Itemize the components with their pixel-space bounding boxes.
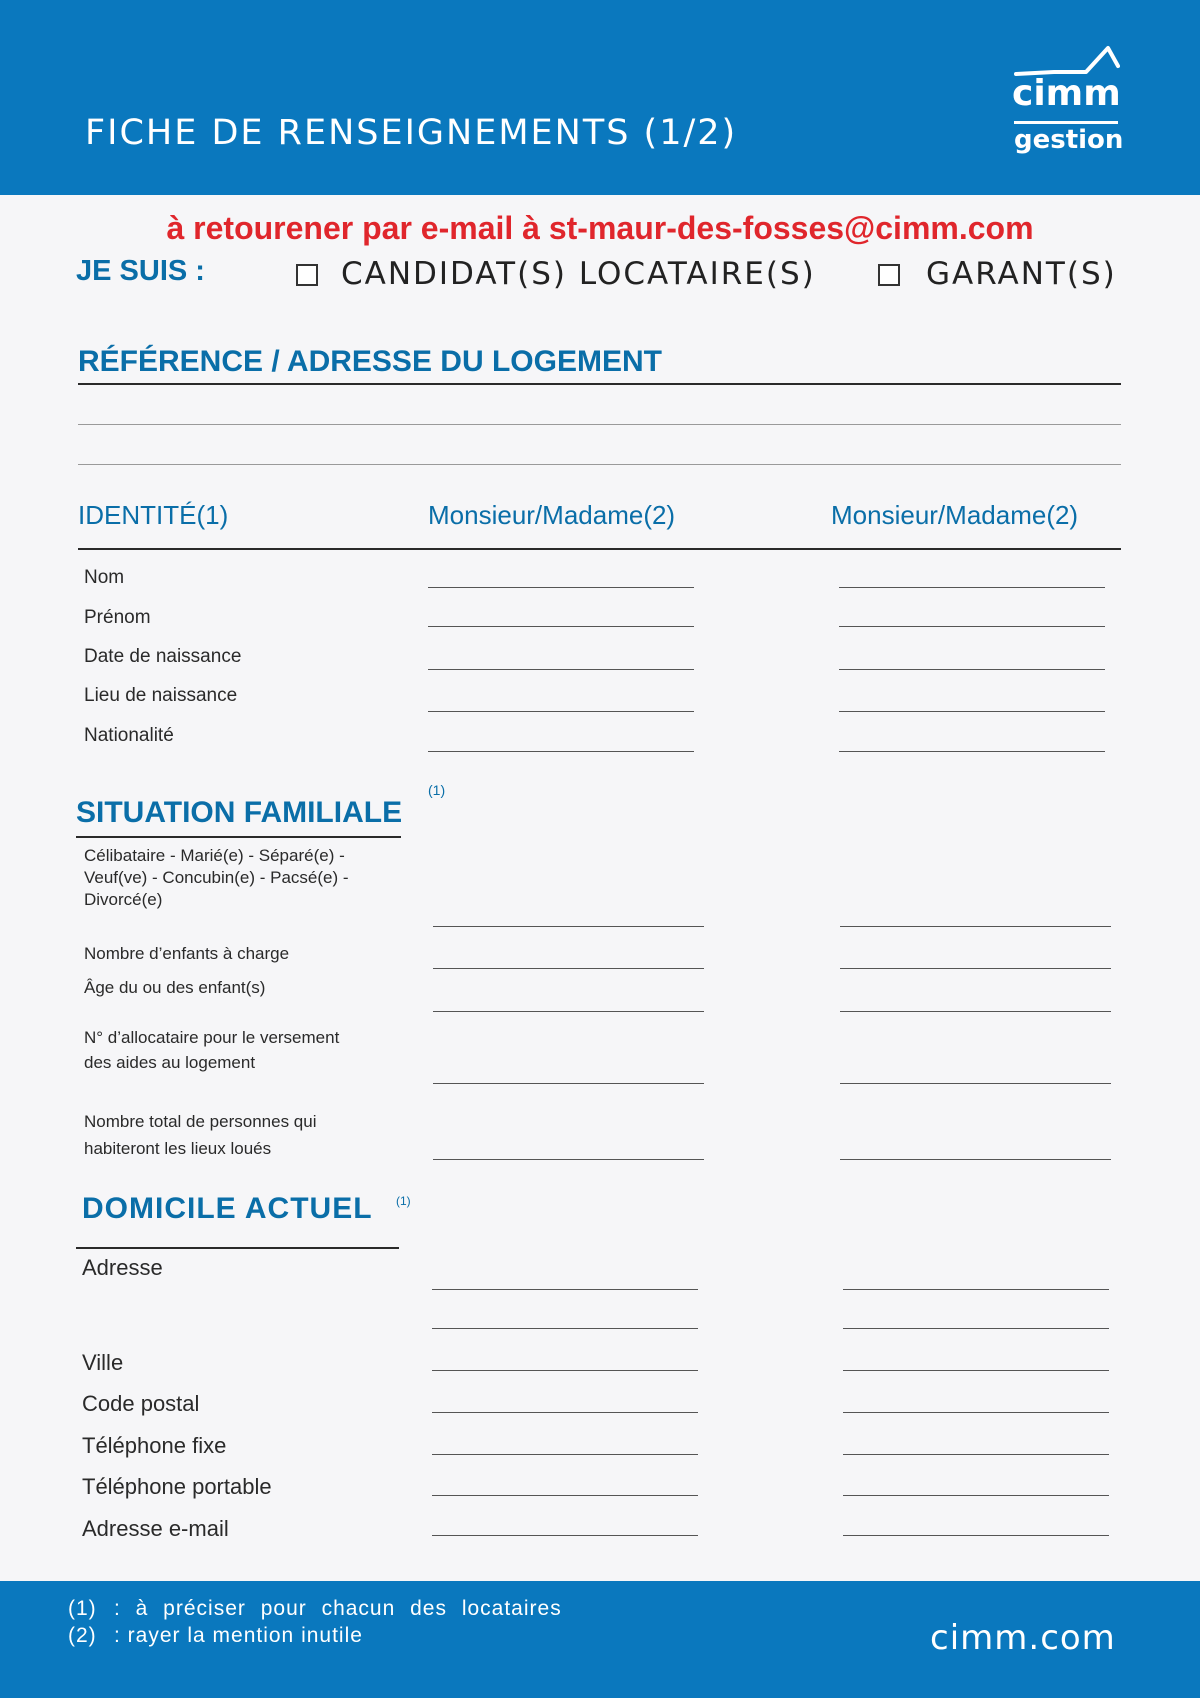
ville-label: Ville xyxy=(82,1350,124,1375)
je-suis-label: JE SUIS : xyxy=(76,255,205,287)
telephone-fixe-label: Téléphone fixe xyxy=(82,1433,227,1458)
prenom-field-2[interactable] xyxy=(839,626,1105,627)
allocataire-label-line-1: N° d’allocataire pour le versement xyxy=(84,1028,340,1047)
date-naissance-label: Date de naissance xyxy=(84,646,242,667)
page-title: FICHE DE RENSEIGNEMENTS (1/2) xyxy=(85,113,738,153)
adresse-email-field-1[interactable] xyxy=(432,1535,698,1536)
garant-label: GARANT(S) xyxy=(926,256,1117,292)
identite-rule xyxy=(78,548,1121,550)
statut-label-line-1: Célibataire - Marié(e) - Séparé(e) - xyxy=(84,846,345,865)
adresse-label: Adresse xyxy=(82,1255,163,1280)
nationalite-label: Nationalité xyxy=(84,725,174,746)
lieu-naissance-label: Lieu de naissance xyxy=(84,685,238,706)
enfants-label: Nombre d’enfants à charge xyxy=(84,944,290,963)
total-personnes-label-line-2: habiteront les lieux loués xyxy=(84,1139,272,1158)
telephone-portable-label: Téléphone portable xyxy=(82,1474,272,1499)
identite-col2-head: Monsieur/Madame(2) xyxy=(831,500,1079,530)
code-postal-field-2[interactable] xyxy=(843,1412,1109,1413)
date-naissance-field-2[interactable] xyxy=(839,669,1105,670)
footnote-1-text: : à préciser pour chacun des locataires xyxy=(114,1597,562,1620)
domicile-footnote-ref: (1) xyxy=(396,1194,411,1208)
ville-field-2[interactable] xyxy=(843,1370,1109,1371)
adresse-field-2b[interactable] xyxy=(843,1328,1109,1329)
logo-text: cimm xyxy=(1012,73,1121,114)
code-postal-field-1[interactable] xyxy=(432,1412,698,1413)
age-enfants-label: Âge du ou des enfant(s) xyxy=(84,978,266,997)
code-postal-label: Code postal xyxy=(82,1391,200,1416)
telephone-portable-field-2[interactable] xyxy=(843,1495,1109,1496)
situation-rule xyxy=(76,836,401,838)
total-personnes-field-1[interactable] xyxy=(433,1159,704,1160)
footnote-2-text: : rayer la mention inutile xyxy=(114,1624,363,1647)
statut-label xyxy=(84,845,349,911)
situation-title: SITUATION FAMILIALE xyxy=(76,796,403,829)
footnote-2-number: (2) xyxy=(68,1624,97,1647)
nom-field-2[interactable] xyxy=(839,587,1105,588)
statut-field-2[interactable] xyxy=(840,926,1111,927)
enfants-field-2[interactable] xyxy=(840,968,1111,969)
return-notice: à retourener par e-mail à st-maur-des-fosses@cimm.com xyxy=(166,210,1034,246)
allocataire-field-2[interactable] xyxy=(840,1083,1111,1084)
domicile-title: DOMICILE ACTUEL xyxy=(82,1192,373,1225)
telephone-fixe-field-1[interactable] xyxy=(432,1454,698,1455)
age-enfants-field-2[interactable] xyxy=(840,1011,1111,1012)
reference-title: RÉFÉRENCE / ADRESSE DU LOGEMENT xyxy=(78,345,662,378)
statut-field-1[interactable] xyxy=(433,926,704,927)
telephone-portable-field-1[interactable] xyxy=(432,1495,698,1496)
enfants-field-1[interactable] xyxy=(433,968,704,969)
reference-line-2[interactable] xyxy=(78,464,1121,465)
identite-col1-head: Monsieur/Madame(2) xyxy=(428,500,676,530)
nationalite-field-2[interactable] xyxy=(839,751,1105,752)
nom-label: Nom xyxy=(84,567,125,588)
prenom-label: Prénom xyxy=(84,607,151,628)
lieu-naissance-field-1[interactable] xyxy=(428,711,694,712)
candidat-checkbox[interactable] xyxy=(296,264,318,286)
nationalite-field-1[interactable] xyxy=(428,751,694,752)
adresse-email-field-2[interactable] xyxy=(843,1535,1109,1536)
domicile-rule xyxy=(76,1247,399,1249)
situation-footnote-ref: (1) xyxy=(428,782,446,798)
identite-title: IDENTITÉ(1) xyxy=(78,500,229,530)
prenom-field-1[interactable] xyxy=(428,626,694,627)
adresse-field-1b[interactable] xyxy=(432,1328,698,1329)
total-personnes-field-2[interactable] xyxy=(840,1159,1111,1160)
lieu-naissance-field-2[interactable] xyxy=(839,711,1105,712)
telephone-fixe-field-2[interactable] xyxy=(843,1454,1109,1455)
age-enfants-field-1[interactable] xyxy=(433,1011,704,1012)
statut-label-line-2: Veuf(ve) - Concubin(e) - Pacsé(e) - xyxy=(84,868,349,887)
logo-subtext: gestion xyxy=(1014,125,1124,155)
allocataire-field-1[interactable] xyxy=(433,1083,704,1084)
reference-line-1[interactable] xyxy=(78,424,1121,425)
logo-divider xyxy=(1014,121,1118,124)
adresse-field-1a[interactable] xyxy=(432,1289,698,1290)
allocataire-label-line-2: des aides au logement xyxy=(84,1053,256,1072)
footer-website-link[interactable]: cimm.com xyxy=(930,1618,1116,1658)
allocataire-label xyxy=(84,1025,339,1075)
candidat-label: CANDIDAT(S) LOCATAIRE(S) xyxy=(341,256,816,292)
statut-label-line-3: Divorcé(e) xyxy=(84,890,163,909)
ville-field-1[interactable] xyxy=(432,1370,698,1371)
total-personnes-label xyxy=(84,1108,316,1162)
date-naissance-field-1[interactable] xyxy=(428,669,694,670)
adresse-field-2a[interactable] xyxy=(843,1289,1109,1290)
footnote-1-number: (1) xyxy=(68,1597,97,1620)
adresse-email-label: Adresse e-mail xyxy=(82,1516,229,1541)
reference-rule xyxy=(78,383,1121,385)
total-personnes-label-line-1: Nombre total de personnes qui xyxy=(84,1112,317,1131)
garant-checkbox[interactable] xyxy=(878,264,900,286)
nom-field-1[interactable] xyxy=(428,587,694,588)
